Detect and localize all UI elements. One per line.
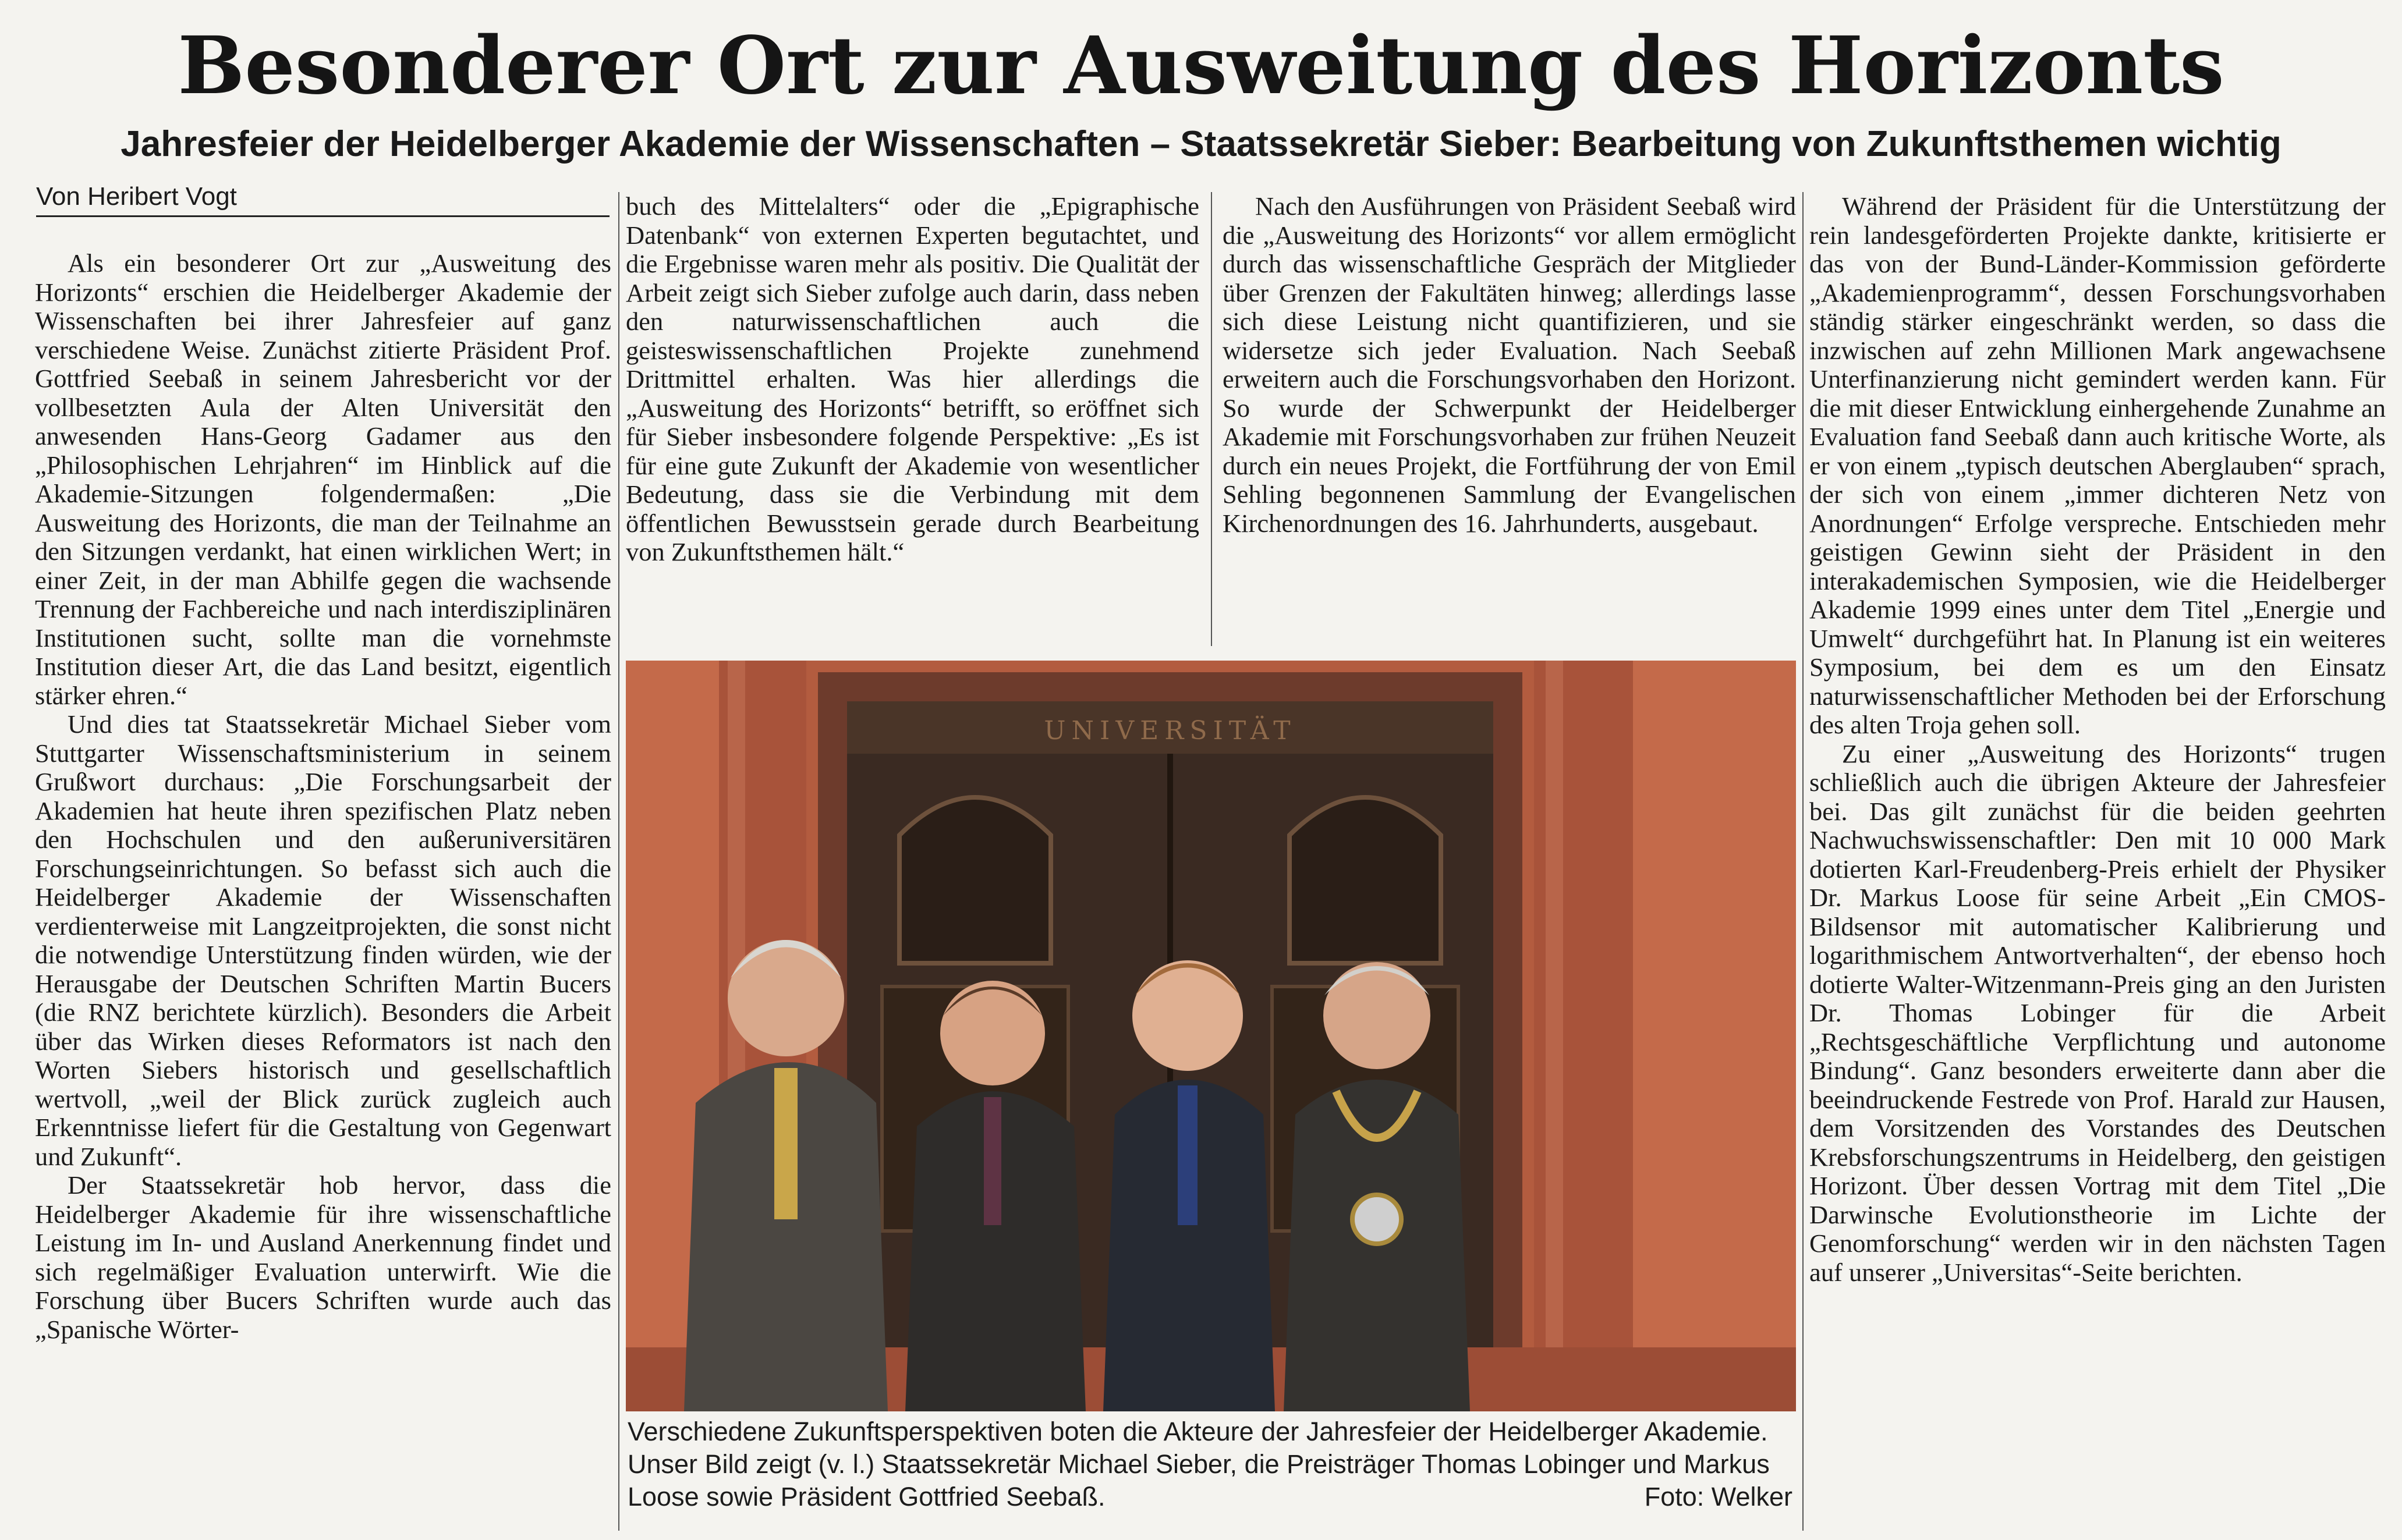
paragraph: Und dies tat Staatssekretär Michael Sieber vom Stuttgarter Wissenschaftsministerium in seinem Grußwort durchaus: „Die Forschungsarbeit der Akademien hat heute ihren spezifischen Platz neben den Hochschulen und den außeruniversitären Forschungseinrichtungen. So befasst sich auch die Heidelberger Akademie der Wissenschaften verdienterweise mit Langzeitprojekten, die sonst nicht die notwendige Unterstützung finden würden, wie der Herausgabe der Deutschen Schriften Martin Bucers (die RNZ berichtete kürzlich). Besonders die Arbeit über das Wirken dieses Reformators ist nach den Worten Siebers historisch und gesellschaftlich wertvoll, „weil der Blick zurück zugleich auch Erkenntnisse liefert für die Gestaltung von Gegenwart und Zukunft“.: [35, 709, 611, 1171]
headline: Besonderer Ort zur Ausweitung des Horizonts: [178, 19, 2224, 112]
subheadline: Jahresfeier der Heidelberger Akademie der Wissenschaften – Staatssekretär Sieber: Bearbeitung von Zukunftsthemen wichtig: [121, 124, 2281, 164]
column-4: [1809, 192, 2386, 1531]
paragraph: Zu einer „Ausweitung des Horizonts“ trugen schließlich auch die übrigen Akteure der Jahresfeier bei. Das gilt zunächst für die beiden geehrten Nachwuchswissenschaftler: Den mit 10 000 Mark dotierten Karl-Freudenberg-Preis erhielt der Physiker Dr. Markus Loose für seine Arbeit „Ein CMOS-Bildsensor mit automatischer Kalibrierung und logarithmischem Antwortverhalten“, der ebenso hoch dotierte Walter-Witzenmann-Preis ging an den Juristen Dr. Thomas Lobinger für die Arbeit „Rechtsgeschäftliche Verpflichtung und autonome Bindung“. Ganz besonders erweiterte dann aber die beeindruckende Festrede von Prof. Harald zur Hausen, dem Vorsitzenden des Vorstandes des Deutschen Krebsforschungszentrums in Heidelberg, den geistigen Horizont. Über dessen Vortrag mit dem Titel „Die Darwinsche Evolutionstheorie im Lichte der Genomforschung“ werden wir in den nächsten Tagen auf unserer „Universitas“-Seite berichten.: [1809, 739, 2386, 1287]
paragraph: Während der Präsident für die Unterstützung der rein landesgeförderten Projekte dankte, kritisierte er das von der Bund-Länder-Kommission geförderte „Akademienprogramm“, dessen Forschungsvorhaben ständig stärker eingeschränkt werden, so dass die inzwischen auf zehn Millionen Mark angewachsene Unterfinanzierung nicht gemindert werden kann. Für die mit dieser Entwicklung einhergehende Zunahme an Evaluation fand Seebaß dann auch kritische Worte, als er von einem „typisch deutschen Aberglauben“ sprach, der sich von einem „immer dichteren Netz von Anordnungen“ Erfolge verspreche. Entschieden mehr geistigen Gewinn sieht der Präsident in den interakademischen Symposien, wie die Heidelberger Akademie 1999 eines unter dem Titel „Energie und Umwelt“ durchgeführt hat. In Planung ist ein weiteres Symposium, bei dem es um den Einsatz naturwissenschaftlicher Methoden bei der Erforschung des alten Troja gehen soll.: [1809, 192, 2386, 739]
photo-illustration: [626, 661, 1796, 1411]
group-photo: [626, 661, 1796, 1411]
paragraph: buch des Mittelalters“ oder die „Epigraphische Datenbank“ von externen Experten begutachtet, und die Ergebnisse waren mehr als positiv. Die Qualität der Arbeit zeigt sich Sieber zufolge auch darin, dass neben den naturwissenschaftlichen auch die geisteswissenschaftlichen Projekte zunehmend Drittmittel erhalten. Was hier allerdings die „Ausweitung des Horizonts“ betrifft, so eröffnet sich für Sieber insbesondere folgende Perspektive: „Es ist für eine gute Zukunft der Akademie von wesentlicher Bedeutung, dass sie die Verbindung mit dem öffentlichen Bewusstsein gerade durch Bearbeitung von Zukunftsthemen hält.“: [626, 192, 1199, 566]
paragraph: Als ein besonderer Ort zur „Ausweitung des Horizonts“ erschien die Heidelberger Akademie der Wissenschaften bei ihrer Jahresfeier auf ganz verschiedene Weise. Zunächst zitierte Präsident Prof. Gottfried Seebaß in seinem Jahresbericht vor der vollbesetzten Aula der Alten Universität den anwesenden Hans-Georg Gadamer aus den „Philosophischen Lehrjahren“ im Hinblick auf die Akademie-Sitzungen folgendermaßen: „Die Ausweitung des Horizonts, die man der Teilnahme an den Sitzungen verdankt, hat einen wirklichen Wert; in einer Zeit, in der man Abhilfe gegen die wachsende Trennung der Fachbereiche und nach interdisziplinären Institutionen sucht, sollte man die vornehmste Institution dieser Art, die das Land besitzt, eigentlich stärker ehren.“: [35, 249, 611, 710]
paragraph: Nach den Ausführungen von Präsident Seebaß wird die „Ausweitung des Horizonts“ vor allem ermöglicht durch das wissenschaftliche Gespräch der Mitglieder über Grenzen der Fakultäten hinweg; allerdings lasse sich diese Leistung nicht quantifizieren, und sie widersetze sich jeder Evaluation. Nach Seebaß erweitern auch die Forschungsvorhaben den Horizont. So wurde der Schwerpunkt der Heidelberger Akademie mit Forschungsvorhaben zur frühen Neuzeit durch ein neues Projekt, die Fortführung der von Emil Sehling begonnenen Sammlung der Evangelischen Kirchenordnungen des 16. Jahrhunderts, ausgebaut.: [1223, 192, 1796, 538]
caption-text: Verschiedene Zukunftsperspektiven boten die Akteure der Jahresfeier der Heidelberger Akademie. Unser Bild zeigt (v. l.) Staatssekretär Michael Sieber, die Preisträger Thomas Lobinger und Markus Loose sowie Präsident Gottfried Seebaß.: [628, 1417, 1770, 1511]
column-3: [1223, 192, 1796, 652]
door-inscription: UNIVERSITÄT: [1044, 716, 1296, 746]
paragraph: Der Staatssekretär hob hervor, dass die Heidelberger Akademie für ihre wissenschaftliche Leistung im In- und Ausland Anerkennung findet und sich regelmäßiger Evaluation unterwirft. Wie die Forschung über Bucers Schriften wurde auch das „Spanische Wörter-: [35, 1170, 611, 1344]
column-rule: [1802, 192, 1804, 1531]
column-rule: [618, 192, 619, 1531]
photo-credit: Foto: Welker: [1644, 1482, 1792, 1511]
byline: Von Heribert Vogt: [36, 180, 610, 217]
column-1: [35, 249, 611, 1530]
column-2: [626, 192, 1199, 652]
photo-caption: [628, 1415, 1795, 1513]
column-rule: [1211, 192, 1212, 646]
